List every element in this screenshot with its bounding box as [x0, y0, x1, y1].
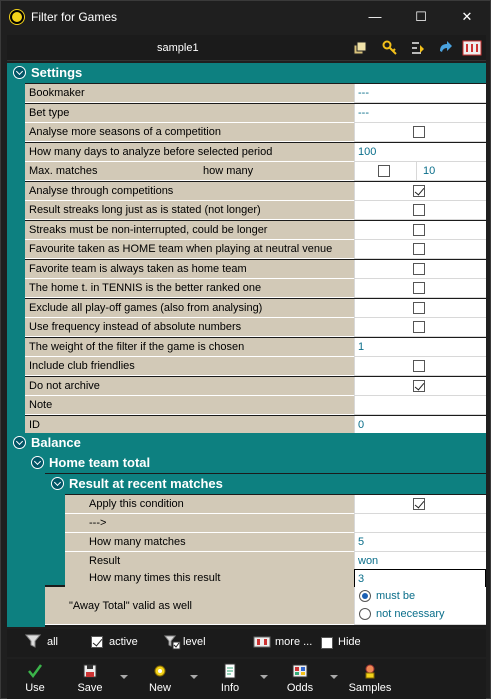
row-apply-condition[interactable]: Apply this condition [65, 495, 486, 514]
tennis-ranked-checkbox[interactable] [413, 282, 425, 294]
row-times-result[interactable]: How many times this result 3 [65, 569, 486, 588]
funnel-icon[interactable] [25, 633, 41, 649]
settings-gutter [7, 83, 25, 434]
not-necessary-label: not necessary [376, 608, 445, 620]
row-bookmaker[interactable]: Bookmaker --- [25, 84, 486, 103]
collapse-toggle-icon[interactable] [13, 436, 26, 449]
recent-matches-title: Result at recent matches [69, 476, 223, 491]
balance-section-header[interactable] [7, 433, 486, 453]
level-label[interactable]: level [183, 636, 206, 648]
streaks-noninterrupted-checkbox[interactable] [413, 224, 425, 236]
odds-dropdown-icon[interactable] [330, 675, 338, 679]
times-result-input[interactable]: 3 [354, 569, 486, 588]
redo-icon[interactable] [436, 39, 454, 57]
row-max-matches[interactable]: Max. matches how many 10 [25, 162, 486, 181]
balance-gutter [7, 453, 25, 627]
must-be-radio[interactable] [359, 590, 371, 602]
max-matches-checkbox[interactable] [378, 165, 390, 177]
close-button[interactable]: ✕ [461, 9, 473, 24]
filter-toolbar [7, 35, 486, 61]
row-streaks-noninterrupted[interactable]: Streaks must be non-interrupted, could be longer [25, 221, 486, 240]
copy-icon[interactable] [351, 39, 369, 57]
favorite-always-home-checkbox[interactable] [413, 263, 425, 275]
recent-matches-header[interactable] [45, 474, 486, 494]
home-total-title: Home team total [49, 455, 151, 470]
row-tennis-ranked[interactable]: The home t. in TENNIS is the better ranked one [25, 279, 486, 298]
samples-icon [362, 663, 378, 679]
new-dropdown-icon[interactable] [190, 675, 198, 679]
row-away-total[interactable]: "Away Total" valid as well must be not necessary [45, 587, 486, 625]
row-use-frequency[interactable]: Use frequency instead of absolute numbers [25, 318, 486, 337]
more-icon[interactable] [253, 635, 271, 649]
row-result[interactable]: Result won [65, 552, 486, 571]
row-club-friendlies[interactable]: Include club friendlies [25, 357, 486, 376]
club-friendlies-checkbox[interactable] [413, 360, 425, 372]
row-arrow[interactable]: ---> [65, 514, 486, 533]
use-frequency-checkbox[interactable] [413, 321, 425, 333]
info-dropdown-icon[interactable] [260, 675, 268, 679]
how-many-matches-value[interactable]: 5 [354, 533, 486, 552]
minimize-button[interactable]: — [368, 9, 382, 24]
row-through-competitions[interactable]: Analyse through competitions [25, 182, 486, 201]
samples-button[interactable]: Samples [340, 659, 400, 699]
filter-weight-value[interactable]: 1 [354, 338, 486, 357]
use-button[interactable]: Use [5, 659, 65, 699]
note-value[interactable] [354, 396, 486, 415]
home-total-header[interactable] [25, 453, 486, 473]
more-seasons-checkbox[interactable] [413, 126, 425, 138]
settings-title: Settings [31, 65, 83, 80]
collapse-toggle-icon[interactable] [31, 456, 44, 469]
row-days-before[interactable]: How many days to analyze before selected period 100 [25, 143, 486, 162]
settings-section-header[interactable] [7, 63, 486, 83]
apply-condition-checkbox[interactable] [413, 498, 425, 510]
all-filter-label[interactable]: all [47, 636, 59, 648]
bookmaker-value[interactable]: --- [354, 84, 486, 103]
row-bet-type[interactable]: Bet type --- [25, 104, 486, 123]
active-checkbox[interactable] [91, 636, 103, 648]
do-not-archive-checkbox[interactable] [413, 380, 425, 392]
save-button[interactable]: Save [60, 659, 120, 699]
floppy-disk-icon [82, 663, 98, 679]
max-matches-value[interactable]: 10 [416, 162, 486, 181]
level-icon[interactable] [163, 633, 181, 651]
info-button[interactable]: Info [200, 659, 260, 699]
row-how-many-matches[interactable]: How many matches 5 [65, 533, 486, 552]
hide-checkbox[interactable] [321, 637, 333, 649]
checkmark-icon [27, 663, 43, 679]
view-options-bar [7, 629, 486, 657]
balance-title: Balance [31, 435, 81, 450]
title-bar [1, 1, 490, 33]
new-star-icon [152, 663, 168, 679]
filter-name: sample1 [157, 42, 199, 54]
maximize-button[interactable]: ☐ [415, 9, 427, 24]
more-button[interactable]: more ... [275, 636, 313, 648]
row-favourite-home-neutral[interactable]: Favourite taken as HOME team when playing at neutral venue [25, 240, 486, 259]
id-value[interactable]: 0 [354, 416, 486, 435]
row-filter-weight[interactable]: The weight of the filter if the game is chosen 1 [25, 338, 486, 357]
recent-matches-gutter [45, 494, 65, 585]
collapse-toggle-icon[interactable] [13, 66, 26, 79]
filter-grid [7, 63, 486, 627]
odds-icon [292, 663, 308, 679]
not-necessary-radio[interactable] [359, 608, 371, 620]
collapse-toggle-icon[interactable] [51, 477, 64, 490]
active-label[interactable]: active [109, 636, 138, 648]
odds-button[interactable]: Odds [270, 659, 330, 699]
action-bar [7, 659, 486, 699]
result-value[interactable]: won [354, 552, 486, 571]
save-dropdown-icon[interactable] [120, 675, 128, 679]
streaks-exact-checkbox[interactable] [413, 204, 425, 216]
home-total-gutter [25, 473, 45, 627]
row-streaks-exact[interactable]: Result streaks long just as is stated (not longer) [25, 201, 486, 220]
how-many-label: how many [175, 162, 354, 181]
must-be-label: must be [376, 590, 416, 602]
row-favorite-always-home[interactable]: Favorite team is always taken as home team [25, 260, 486, 279]
days-before-value[interactable]: 100 [354, 143, 486, 162]
row-more-seasons[interactable]: Analyse more seasons of a competition [25, 123, 486, 142]
row-note[interactable]: Note [25, 396, 486, 415]
row-exclude-playoff[interactable]: Exclude all play-off games (also from analysing) [25, 299, 486, 318]
through-competitions-checkbox[interactable] [413, 185, 425, 197]
info-document-icon [222, 663, 238, 679]
columns-icon[interactable] [462, 39, 482, 57]
filter-tools-icon[interactable] [409, 39, 427, 57]
new-button[interactable]: New [130, 659, 190, 699]
bet-type-value[interactable]: --- [354, 104, 486, 123]
window-title: Filter for Games [31, 10, 118, 24]
row-do-not-archive[interactable]: Do not archive [25, 377, 486, 396]
row-id[interactable]: ID 0 [25, 416, 486, 435]
hide-label[interactable]: Hide [338, 636, 361, 648]
app-icon [10, 10, 24, 24]
key-icon[interactable] [381, 39, 399, 57]
favourite-home-neutral-checkbox[interactable] [413, 243, 425, 255]
exclude-playoff-checkbox[interactable] [413, 302, 425, 314]
